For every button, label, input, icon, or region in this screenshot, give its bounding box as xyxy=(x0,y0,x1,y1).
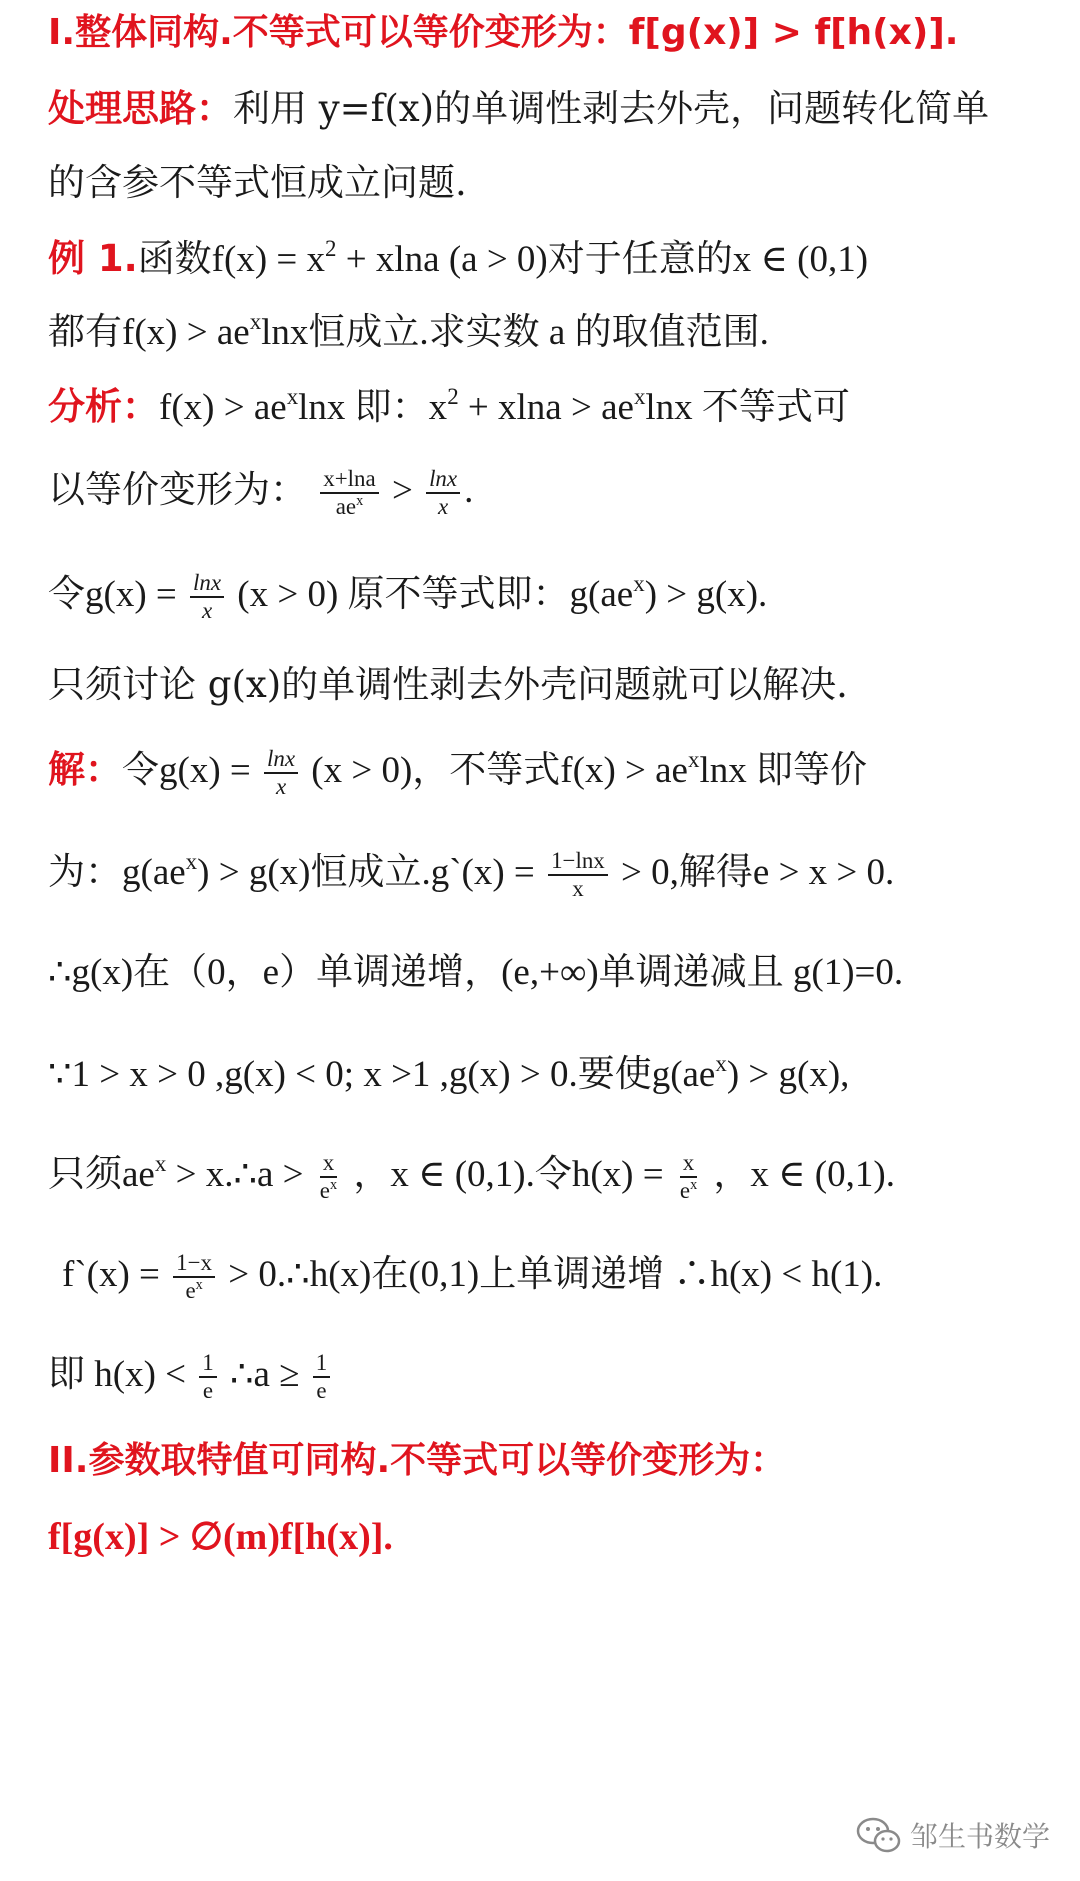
fraction: $\frac{x}{e^x}$ xyxy=(679,1150,698,1204)
fraction: $\frac{x+\ln a}{ae^x}$ xyxy=(320,466,378,521)
approach-line2: 的含参不等式恒成立问题. xyxy=(48,161,467,204)
fraction: $\frac{1-\ln x}{x}$ xyxy=(548,848,608,903)
analysis-label: 分析： xyxy=(48,385,159,428)
fraction: $\frac{\ln x}{x}$ xyxy=(190,570,224,625)
solution-line1: 解：令g(x) = $\frac{\ln x}{x}$ (x > 0)，不等式$f(x) > ae^x\ln x$ 即等价 xyxy=(48,746,867,800)
example-line1: 例 1.函数$f(x) = x^2 + xlna$ (a > 0)对于任意的x ∈ (0,1) xyxy=(48,236,869,280)
approach-line1: 处理思路：利用 y=f(x)的单调性剥去外壳，问题转化简单 xyxy=(48,87,990,130)
watermark-text: 邹生书数学 xyxy=(909,1820,1050,1853)
analysis-line2: 以等价变形为： $\frac{x+\ln a}{ae^x}$ > $\frac{\ln x}{x}$ . xyxy=(48,466,474,520)
approach-label: 处理思路： xyxy=(48,87,233,130)
solution-line4: ∵1 > x > 0 ,g(x) < 0; x >1 ,g(x) > 0.要使$g(ae^x) > g(x)$, xyxy=(48,1051,850,1095)
solution-label: 解： xyxy=(48,747,122,791)
fraction: $\frac{1}{e}$ xyxy=(313,1350,330,1405)
fraction: $\frac{1}{e}$ xyxy=(199,1350,216,1405)
example-label: 例 1. xyxy=(48,237,138,280)
solution-line5: 只须$ae^x$ > x.∴a > $\frac{x}{e^x}$ ，x ∈ (0,1).令h(x) = $\frac{x}{e^x}$ ，x ∈ (0,1). xyxy=(48,1150,895,1204)
section2-heading: II.参数取特值可同构.不等式可以等价变形为： xyxy=(48,1440,787,1481)
solution-line6: f`(x) = $\frac{1-x}{e^x}$ > 0.∴h(x)在(0,1)上单调递增 ∴h(x) < h(1). xyxy=(62,1250,883,1304)
analysis-line1: 分析：$f(x) > ae^x\ln x$ 即：$x^2 + xlna > ae^x\ln x$ 不等式可 xyxy=(48,384,850,428)
section1-heading: I.整体同构.不等式可以等价变形为：f[g(x)] > f[h(x)]. xyxy=(48,12,959,53)
solution-line7: 即 h(x) < $\frac{1}{e}$ ∴a ≥ $\frac{1}{e}$ xyxy=(48,1350,1050,1405)
wechat-icon xyxy=(856,1816,902,1854)
section2-formula: f[g(x)] > ∅(m)f[h(x)]. xyxy=(48,1516,393,1558)
fraction: $\frac{1-x}{e^x}$ xyxy=(173,1250,215,1305)
fraction: $\frac{\ln x}{x}$ xyxy=(426,466,460,521)
example-line2: 都有$f(x) > ae^x\ln x$恒成立.求实数 a 的取值范围. xyxy=(48,309,769,353)
analysis-line3: 令g(x) = $\frac{\ln x}{x}$ (x > 0) 原不等式即：$g(ae^x) > g(x)$. xyxy=(48,570,768,624)
analysis-line4: 只须讨论 g(x)的单调性剥去外壳问题就可以解决. xyxy=(48,663,848,706)
fraction: $\frac{x}{e^x}$ xyxy=(319,1150,338,1204)
watermark xyxy=(856,1815,1050,1855)
solution-line3: ∴g(x)在（0，e）单调递增，(e,+∞)单调递减且 g(1)=0. xyxy=(48,952,904,993)
fraction: $\frac{\ln x}{x}$ xyxy=(264,746,298,801)
solution-line2: 为：$g(ae^x) > g(x)$恒成立.g`(x) = $\frac{1-\ln x}{x}$ > 0,解得e > x > 0. xyxy=(48,848,895,902)
